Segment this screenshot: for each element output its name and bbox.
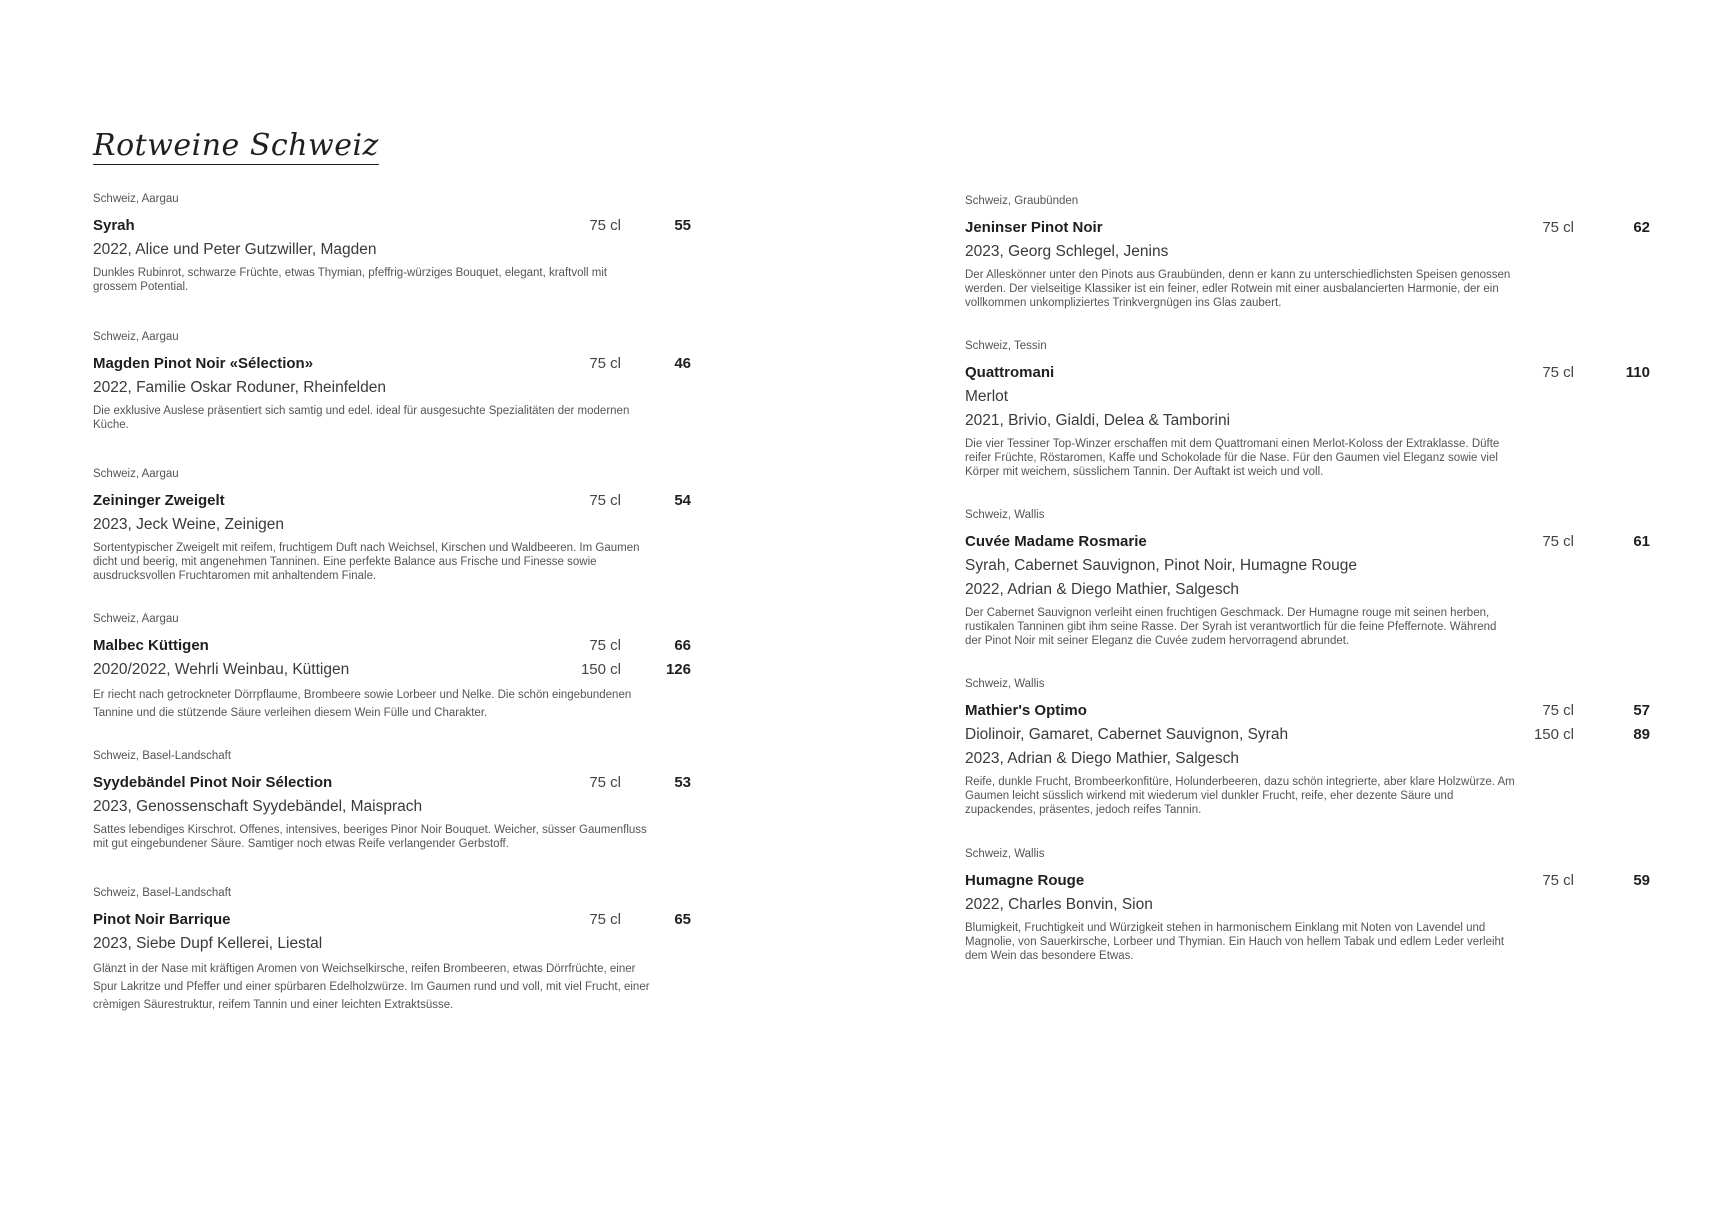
wine-description: Der Alleskönner unter den Pinots aus Graubünden, denn er kann zu unterschiedlichsten Speisen genossen werden. Der vielseitige Klassiker ist ein feiner, edler Rotwein mit einer ausbalancierten Harmonie, der ein vollkommen unkompliziertes Trinkvergnügen ins Glas zaubert. [965, 269, 1511, 310]
wine-entry-syydebaendel [93, 749, 783, 851]
wine-description: Blumigkeit, Fruchtigkeit und Würzigkeit stehen in harmonischem Einklang mit Noten von Lavendel und Magnolie, von Sauerkirsche, Lorbeer und Thymian. Ein Hauch von hellem Tabak und edlem Leder verleiht dem Wein das besondere Etwas. [965, 922, 1505, 963]
wine-volume-large: 150 cl [580, 661, 621, 678]
wine-description: Reife, dunkle Frucht, Brombeerkonfitüre, Holunderbeeren, dazu schön integrierte, aber klare Holzwürze. Am Gaumen leicht süsslich wirkend mit wiederum viel dunkler Frucht, reife, eher dezente Säure und zupackendes, präsentes, jedoch reifes Tannin. [965, 776, 1515, 817]
wine-entry-malbec-kuettigen [93, 612, 783, 722]
wine-name: Mathier's Optimo [965, 702, 1087, 719]
wine-region: Schweiz, Aargau [93, 331, 179, 343]
wine-volume: 75 cl [589, 492, 621, 509]
wine-region: Schweiz, Wallis [965, 678, 1045, 690]
wine-description: Dunkles Rubinrot, schwarze Früchte, etwas Thymian, pfeffrig-würziges Bouquet, elegant, kraftvoll mit grossem Potential. [93, 267, 608, 294]
wine-name: Malbec Küttigen [93, 637, 209, 654]
wine-description: Der Cabernet Sauvignon verleiht einen fruchtigen Geschmack. Der Humagne rouge mit seinen herben, rustikalen Tanninen gibt ihm seine Rasse. Der Syrah ist verantwortlich für die feine Pfeffernote. Während der Pinot Noir mit seiner Eleganz die Cuvée zudem hervorragend abrundet. [965, 607, 1497, 648]
wine-name: Syydebändel Pinot Noir Sélection [93, 774, 333, 791]
wine-price: 46 [674, 355, 691, 372]
wine-vintage-producer: 2022, Familie Oskar Roduner, Rheinfelden [93, 379, 386, 396]
wine-price-large: 126 [665, 661, 691, 678]
wine-region: Schweiz, Basel-Landschaft [93, 887, 232, 899]
wine-price-large: 89 [1633, 726, 1650, 743]
wine-name: Pinot Noir Barrique [93, 911, 231, 928]
wine-region: Schweiz, Wallis [965, 848, 1045, 860]
wine-entry-pinot-noir-barrique [93, 886, 783, 1014]
wine-grape: Merlot [965, 388, 1009, 405]
wine-name: Humagne Rouge [965, 872, 1085, 889]
wine-volume: 75 cl [1542, 533, 1574, 550]
page-title: Rotweine Schweiz [93, 128, 379, 163]
wine-price: 54 [674, 492, 691, 509]
wine-vintage-producer: 2023, Siebe Dupf Kellerei, Liestal [93, 935, 323, 952]
wine-price: 66 [674, 637, 691, 654]
wine-volume: 75 cl [589, 911, 621, 928]
wine-volume: 75 cl [1542, 702, 1574, 719]
wine-entry-zeininger-zweigelt [93, 467, 783, 584]
wine-price: 59 [1633, 872, 1650, 889]
wine-volume: 75 cl [589, 774, 621, 791]
wine-region: Schweiz, Basel-Landschaft [93, 750, 232, 762]
wine-region: Schweiz, Aargau [93, 193, 179, 205]
wine-name: Cuvée Madame Rosmarie [965, 533, 1147, 550]
wine-vintage-producer: 2023, Jeck Weine, Zeinigen [93, 516, 284, 533]
wine-grape: Syrah, Cabernet Sauvignon, Pinot Noir, Humagne Rouge [965, 557, 1358, 574]
wine-name: Quattromani [965, 364, 1055, 381]
wine-entry-mathiers-optimo [965, 677, 1650, 818]
wine-description: Sortentypischer Zweigelt mit reifem, fruchtigem Duft nach Weichsel, Kirschen und Waldbeeren. Im Gaumen dicht und beerig, mit angenehmen Tanninen. Eine perfekte Balance aus Frische und Finesse sowie ausdrucksvollen Fruchtaromen mit anhaltendem Finale. [93, 542, 640, 583]
wine-price: 65 [674, 911, 691, 928]
wine-description: Die vier Tessiner Top-Winzer erschaffen mit dem Quattromani einen Merlot-Koloss der Extraklasse. Düfte reifer Früchte, Röstaromen, Kaffe und Schokolade für die Nase. Für den Gaumen viel Eleganz sowie viel Körper mit weichem, süsslichem Tannin. Der Auftakt ist weich und voll. [965, 438, 1500, 479]
wine-volume: 75 cl [1542, 219, 1574, 236]
wine-entry-cuvee-madame-rosmarie [965, 508, 1650, 649]
wine-volume: 75 cl [589, 637, 621, 654]
wine-price: 61 [1633, 533, 1650, 550]
wine-price: 62 [1633, 219, 1650, 236]
wine-name: Jeninser Pinot Noir [965, 219, 1103, 236]
wine-volume: 75 cl [1542, 872, 1574, 889]
wine-vintage-producer: 2023, Georg Schlegel, Jenins [965, 243, 1169, 260]
wine-volume: 75 cl [1542, 364, 1574, 381]
wine-price: 53 [674, 774, 691, 791]
wine-vintage-producer: 2023, Genossenschaft Syydebändel, Maisprach [93, 798, 423, 815]
wine-region: Schweiz, Wallis [965, 509, 1045, 521]
wine-entry-humagne-rouge [965, 847, 1650, 964]
wine-description: Die exklusive Auslese präsentiert sich samtig und edel. ideal für ausgesuchte Spezialitäten der modernen Küche. [93, 405, 630, 432]
wine-vintage-producer: 2020/2022, Wehrli Weinbau, Küttigen [93, 661, 350, 678]
wine-description: Glänzt in der Nase mit kräftigen Aromen von Weichselkirsche, reifen Brombeeren, etwas Dörrfrüchte, einer Spur Lakritze und Pfeffer und einer spürbaren Edelholzwürze. Im Gaumen rund und voll, mit viel Frucht, einer crèmigen Säurestruktur, reifem Tannin und einer leichten Extraktsüsse. [93, 963, 650, 1011]
wine-description: Sattes lebendiges Kirschrot. Offenes, intensives, beeriges Pinor Noir Bouquet. Weicher, süsser Gaumenfluss mit gut eingebundener Säure. Samtiger noch etwas Reife verlangender Gerbstoff. [93, 824, 647, 851]
wine-region: Schweiz, Graubünden [965, 195, 1079, 207]
wine-region: Schweiz, Tessin [965, 340, 1047, 352]
wine-vintage-producer: 2022, Charles Bonvin, Sion [965, 896, 1153, 913]
wine-entry-quattromani [965, 339, 1650, 480]
wine-region: Schweiz, Aargau [93, 613, 179, 625]
wine-entry-syrah [93, 192, 783, 294]
wine-name: Magden Pinot Noir «Sélection» [93, 355, 314, 372]
wine-name: Zeininger Zweigelt [93, 492, 225, 509]
wine-vintage-producer: 2022, Adrian & Diego Mathier, Salgesch [965, 581, 1240, 598]
wine-volume-large: 150 cl [1533, 726, 1574, 743]
wine-price: 55 [674, 217, 691, 234]
wine-entry-jeninser-pinot-noir [965, 194, 1650, 311]
wine-region: Schweiz, Aargau [93, 468, 179, 480]
wine-volume: 75 cl [589, 355, 621, 372]
wine-vintage-producer: 2023, Adrian & Diego Mathier, Salgesch [965, 750, 1240, 767]
wine-vintage-producer: 2021, Brivio, Gialdi, Delea & Tamborini [965, 412, 1231, 429]
wine-vintage-producer: 2022, Alice und Peter Gutzwiller, Magden [93, 241, 377, 258]
wine-price: 110 [1625, 364, 1650, 381]
wine-name: Syrah [93, 217, 135, 234]
wine-description: Er riecht nach getrockneter Dörrpflaume, Brombeere sowie Lorbeer und Nelke. Die schön eingebundenen Tannine und die stützende Säure verleihen diesem Wein Fülle und Charakter. [93, 689, 632, 719]
wine-entry-magden-pinot-noir [93, 330, 783, 432]
wine-price: 57 [1633, 702, 1650, 719]
wine-volume: 75 cl [589, 217, 621, 234]
wine-grape: Diolinoir, Gamaret, Cabernet Sauvignon, Syrah [965, 726, 1289, 743]
